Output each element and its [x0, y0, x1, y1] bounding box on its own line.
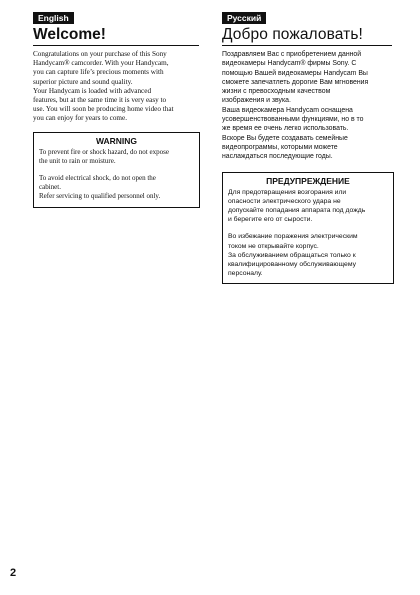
text-line: током не открывайте корпус. — [228, 242, 319, 250]
language-tab-english: English — [33, 12, 74, 24]
text-line: Congratulations on your purchase of this Sony — [33, 50, 167, 58]
text-line: изображения и звука. — [222, 97, 291, 105]
text-line: Ваша видеокамера Handycam оснащена — [222, 106, 353, 114]
text-line: superior picture and sound quality. — [33, 77, 133, 86]
text-line: cabinet. — [39, 183, 61, 192]
warning-title-russian: ПРЕДУПРЕЖДЕНИЕ — [266, 175, 350, 186]
russian-column — [222, 8, 392, 284]
text-line: и берегите его от сырости. — [228, 216, 313, 224]
text-line: Your Handycam is loaded with advanced — [33, 86, 152, 95]
text-line: видеокамеры Handycam® фирмы Sony. С — [222, 60, 357, 68]
text-line: you can capture life’s precious moments with — [33, 68, 164, 77]
text-line: усовершенствованными функциями, но в то — [222, 116, 364, 124]
page-title-english: Welcome! — [33, 26, 199, 46]
intro-text-russian — [222, 50, 392, 162]
intro-text-english — [33, 50, 199, 124]
text-line: опасности электрического удара не — [228, 197, 341, 205]
text-line: use. You will soon be producing home video that — [33, 105, 174, 114]
text-line: you can enjoy for years to come. — [33, 114, 128, 123]
text-line: Вскоре Вы будете создавать семейные — [222, 134, 348, 142]
text-line: Для предотвращения возгорания или — [228, 188, 347, 196]
text-line: квалифицированному обслуживающему — [228, 260, 356, 268]
english-column — [33, 8, 199, 208]
text-line: features, but at the same time it is very easy to — [33, 96, 167, 105]
warning-text-fire — [39, 148, 194, 166]
text-line: Во избежание поражения электрическим — [228, 233, 358, 241]
text-line: жизни с превосходным качеством — [222, 88, 331, 96]
warning-box-english — [33, 132, 200, 208]
warning-box-russian — [222, 172, 394, 285]
warning-title-english: WARNING — [95, 135, 138, 146]
language-tab-russian: Русский — [222, 12, 266, 24]
text-line: To prevent fire or shock hazard, do not expose — [39, 147, 169, 156]
text-line: the unit to rain or moisture. — [39, 156, 116, 165]
text-line: Поздравляем Вас с приобретением данной — [222, 51, 362, 58]
text-line: сможете запечатлеть дорогие Вам мгновения — [222, 78, 369, 86]
warning-text-shock — [39, 174, 194, 202]
text-line: Refer servicing to qualified personnel only. — [39, 192, 161, 201]
text-line: персоналу. — [228, 270, 263, 278]
text-line: помощью Вашей видеокамеры Handycam Вы — [222, 69, 368, 77]
text-line: видеопрограммы, которыми можете — [222, 143, 338, 151]
page-number: 2 — [10, 567, 17, 579]
text-line: Handycam® camcorder. With your Handycam, — [33, 59, 169, 68]
text-line: же время ее очень легко использовать. — [222, 125, 349, 133]
text-line: To avoid electrical shock, do not open the — [39, 174, 156, 183]
text-line: наслаждаться последующие годы. — [222, 153, 333, 161]
warning-text-shock-ru — [228, 232, 388, 278]
text-line: допускайте попадания аппарата под дождь — [228, 206, 366, 214]
warning-text-fire-ru — [228, 188, 388, 225]
page-title-russian: Добро пожаловать! — [222, 26, 392, 46]
text-line: За обслуживанием обращаться только к — [228, 251, 356, 259]
